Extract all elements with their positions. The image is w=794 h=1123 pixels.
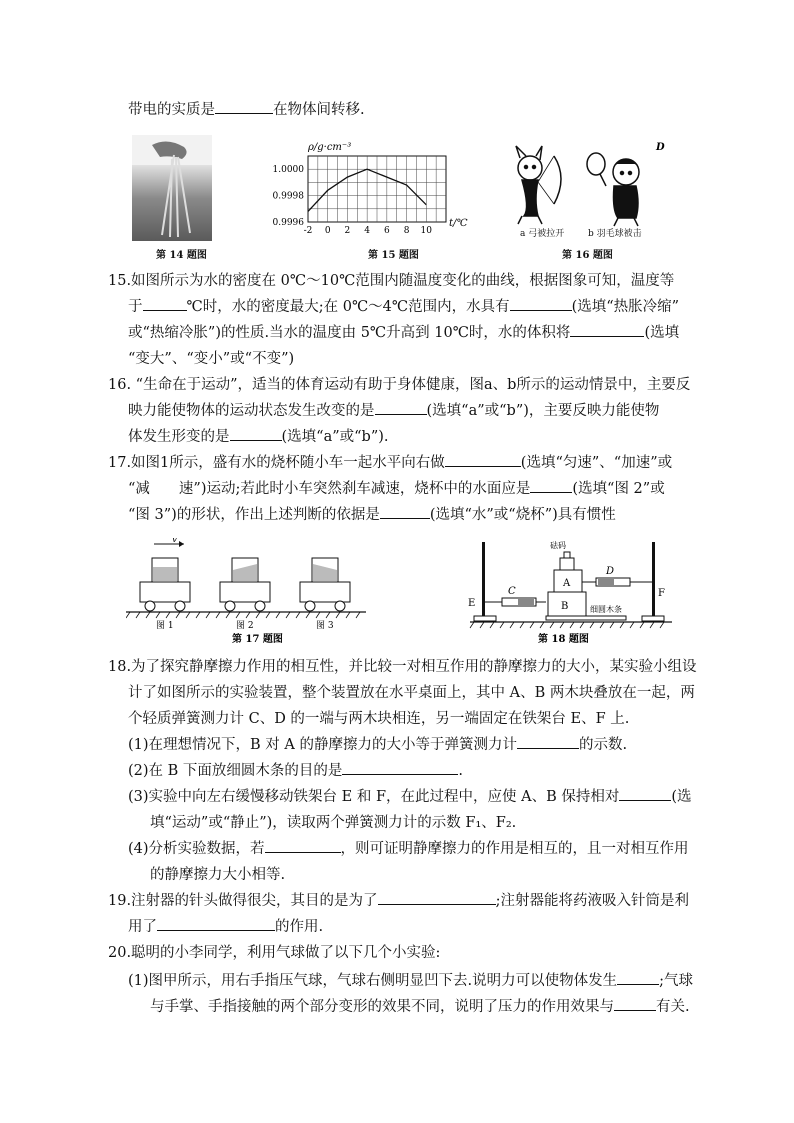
q18-text: (1)在理想情况下，B 对 A 的静摩擦力的大小等于弹簧测力计	[128, 737, 517, 753]
q20-text: 与手掌、手指接触的两个部分变形的效果不同，说明了压力的作用效果与	[150, 999, 614, 1015]
q18-line-2: 计了如图所示的实验装置，整个装置放在水平桌面上，其中 A、B 两木块叠放在一起，两	[128, 685, 695, 701]
label-E: E	[468, 598, 476, 609]
badminton-figure	[587, 153, 639, 226]
chart-ytick-label: 0.9998	[272, 191, 304, 202]
q20-blank-1[interactable]	[617, 970, 659, 985]
q18-part-2	[128, 760, 463, 782]
fig17-label-3: 图 3	[316, 621, 334, 631]
chart-xtick-label: 6	[383, 226, 390, 236]
q16-blank-1[interactable]	[375, 400, 427, 415]
fig14-photo	[132, 135, 212, 241]
q20-line-3	[150, 996, 690, 1018]
q16-line-2	[128, 400, 659, 422]
q18-text: (4)分析实验数据，若	[128, 841, 265, 857]
q15-blank-2[interactable]	[510, 296, 572, 311]
q14-text-b: 在物体间转移.	[273, 102, 365, 118]
chart-xtick-label: 2	[344, 226, 351, 236]
q18-blank-4[interactable]	[265, 838, 341, 853]
chart-xlabel: t/℃	[449, 218, 468, 229]
q17-text: (选填“水”或“烧杯”)具有惯性	[429, 507, 616, 523]
q18-text: (选	[671, 789, 692, 805]
q15-blank-3[interactable]	[570, 322, 644, 337]
q15-line-3	[128, 322, 679, 344]
chart-xtick-label: 10	[420, 226, 433, 236]
q15-text: (选填	[644, 325, 680, 341]
q19-text: 的作用.	[275, 919, 324, 935]
chart-xtick-label: 8	[403, 226, 410, 236]
fig16-label-a: a 弓被拉开	[520, 229, 565, 239]
cart-3	[300, 558, 350, 611]
q16-line-3	[128, 426, 389, 448]
chart-ytick-label: 1.0000	[272, 165, 304, 176]
q15-text: ℃时，水的密度最大;在 0℃～4℃范围内，水具有	[186, 299, 510, 315]
label-C: C	[508, 586, 516, 597]
fig15-density-chart	[260, 138, 480, 242]
q18-line-3: 个轻质弹簧测力计 C、D 的一端与两木块相连，另一端固定在铁架台 E、F 上.	[128, 711, 630, 727]
q18-part-1	[128, 734, 627, 756]
q19-blank-1[interactable]	[378, 890, 496, 905]
q17-blank-3[interactable]	[380, 504, 430, 519]
q16-text: (选填“a”或“b”)，主要反映力能使物	[426, 403, 660, 419]
q17-line-2	[128, 478, 665, 500]
q16-blank-2[interactable]	[230, 426, 282, 441]
archer-figure	[516, 146, 561, 224]
q20-text: 有关.	[656, 999, 690, 1015]
fig18-apparatus	[466, 538, 676, 646]
cart-2	[220, 558, 270, 611]
chart-ytick-label: 0.9996	[272, 218, 304, 228]
q15-text: 或“热缩冷胀”)的性质.当水的温度由 5℃升高到 10℃时，水的体积将	[128, 325, 571, 341]
q18-blank-2[interactable]	[342, 760, 458, 775]
label-weight: 砝码	[550, 541, 566, 550]
fig16-cartoons	[508, 138, 668, 238]
label-A: A	[563, 578, 571, 589]
q18-text: (3)实验中向左右缓慢移动铁架台 E 和 F，在此过程中，应使 A、B 保持相对	[128, 789, 620, 805]
q17-text: (选填“图 2”或	[572, 481, 665, 497]
q15-line-1: 15.如图所示为水的密度在 0℃～10℃范围内随温度变化的曲线，根据图象可知，温度等	[108, 273, 675, 289]
chart-xtick-label: -2	[303, 226, 313, 236]
q20-blank-2[interactable]	[614, 996, 656, 1011]
q15-text: (选填“热胀冷缩”	[571, 299, 680, 315]
q18-text: 的示数.	[579, 737, 628, 753]
q15-text: 于	[128, 299, 143, 315]
fig17-carts	[126, 538, 366, 644]
label-rod: 细圆木条	[590, 605, 622, 614]
fig14-caption: 第 14 题图	[156, 250, 207, 261]
q19-line-1	[108, 890, 689, 912]
q20-text: (1)图甲所示，用右手指压气球，气球右侧明显凹下去.说明力可以使物体发生	[128, 973, 618, 989]
q18-part-3-cont: 填“运动”或“静止”)，读取两个弹簧测力计的示数 F₁、F₂.	[150, 815, 517, 831]
q16-text: 体发生形变的是	[128, 429, 230, 445]
q17-text: “减 速”)运动;若此时小车突然刹车减速，烧杯中的水面应是	[128, 481, 531, 497]
q20-line-2	[128, 970, 693, 992]
fig17-label-2: 图 2	[236, 621, 254, 631]
fig18-caption: 第 18 题图	[538, 634, 589, 645]
velocity-label: v	[172, 538, 178, 545]
q20-line-1: 20.聪明的小李同学，利用气球做了以下几个小实验:	[108, 945, 441, 961]
q17-text: 17.如图1所示，盛有水的烧杯随小车一起水平向右做	[108, 455, 445, 471]
fig16-mark-d: D	[656, 142, 665, 153]
q18-blank-1[interactable]	[517, 734, 579, 749]
q17-line-1	[108, 452, 672, 474]
q17-blank-1[interactable]	[445, 452, 521, 467]
q17-text: “图 3”)的形状，作出上述判断的依据是	[128, 507, 380, 523]
q17-text: (选填“匀速”、“加速”或	[520, 455, 673, 471]
q18-text: ，则可证明静摩擦力的作用是相互的，且一对相互作用	[340, 841, 689, 857]
chart-xtick-label: 0	[324, 226, 331, 236]
chart-xtick-label: 4	[364, 226, 371, 236]
q19-line-2	[128, 916, 323, 938]
q19-text: ;注射器能将药液吸入针筒是利	[495, 893, 689, 909]
fig16-label-b: b 羽毛球被击	[588, 229, 642, 239]
q16-line-1: 16. “生命在于运动”，适当的体育运动有助于身体健康，图a、b所示的运动情景中，主要反	[108, 377, 691, 393]
q18-text: (2)在 B 下面放细圆木条的目的是	[128, 763, 343, 779]
q18-blank-3[interactable]	[619, 786, 671, 801]
q17-blank-2[interactable]	[530, 478, 572, 493]
fig17-label-1: 图 1	[156, 621, 174, 631]
q14-blank[interactable]	[215, 99, 273, 114]
q19-blank-2[interactable]	[157, 916, 275, 931]
q20-text: ;气球	[659, 973, 694, 989]
q18-part-3	[128, 786, 692, 808]
q18-part-4-cont: 的静摩擦力大小相等.	[150, 867, 286, 883]
label-F: F	[658, 588, 665, 599]
chart-ylabel: ρ/g·cm⁻³	[308, 142, 352, 153]
q19-text: 用了	[128, 919, 157, 935]
q19-text: 19.注射器的针头做得很尖，其目的是为了	[108, 893, 378, 909]
q14-text-a: 带电的实质是	[128, 102, 215, 118]
q18-line-1: 18.为了探究静摩擦力作用的相互性，并比较一对相互作用的静摩擦力的大小，某实验小组设	[108, 659, 697, 675]
q16-text: 映力能使物体的运动状态发生改变的是	[128, 403, 375, 419]
q18-text: .	[458, 763, 464, 779]
q15-line-2	[128, 296, 679, 318]
q18-part-4	[128, 838, 689, 860]
label-B: B	[561, 601, 569, 612]
q15-blank-1[interactable]	[143, 296, 187, 311]
q16-text: (选填“a”或“b”).	[281, 429, 389, 445]
q17-line-3	[128, 504, 616, 526]
fig16-caption: 第 16 题图	[562, 250, 613, 261]
q15-line-4: “变大”、“变小”或“不变”)	[128, 351, 295, 367]
label-D: D	[606, 566, 615, 577]
fig15-caption: 第 15 题图	[368, 250, 419, 261]
q14-tail-line	[128, 99, 365, 121]
cart-1	[140, 541, 190, 611]
fig17-caption: 第 17 题图	[232, 634, 283, 644]
